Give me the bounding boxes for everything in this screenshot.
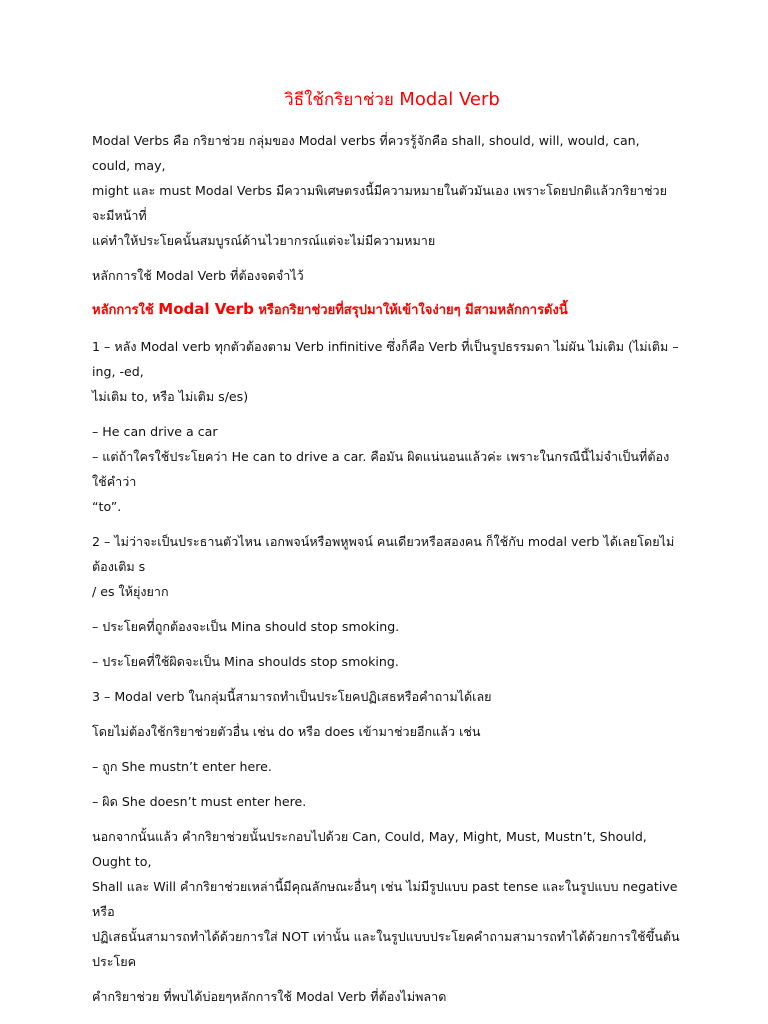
rule-1-example-line: – แต่ถ้าใครใช้ประโยคว่า He can to drive a car. คือมัน ผิดแน่นอนแล้วค่ะ เพราะในกรณีนี้ไม่จำเป็นที่ต้องใช้คำว่า xyxy=(92,449,670,489)
rule-2-wrong-example: – ประโยคที่ใช้ผิดจะเป็น Mina shoulds stop smoking. xyxy=(92,654,399,669)
closing-line: คำกริยาช่วย ที่พบได้บ่อยๆหลักการใช้ Modal Verb ที่ต้องไม่พลาด xyxy=(92,989,447,1004)
section-heading-part: หรือกริยาช่วยที่สรุปมาให้เข้าใจง่ายๆ มีสามหลักการดังนี้ xyxy=(253,303,568,318)
rule-2 xyxy=(92,529,680,604)
rule-2-line: / es ให้ยุ่งยาก xyxy=(92,584,169,599)
rule-3-detail: โดยไม่ต้องใช้กริยาช่วยตัวอื่น เช่น do หรือ does เข้ามาช่วยอีกแล้ว เช่น xyxy=(92,724,481,739)
rule-1-example: – He can drive a car xyxy=(92,424,218,439)
section-heading xyxy=(92,296,680,324)
intro-line: Modal Verbs คือ กริยาช่วย กลุ่มของ Modal verbs ที่ควรรู้จักคือ shall, should, will, would, can, could, may, xyxy=(92,133,640,173)
rule-1 xyxy=(92,334,680,409)
rule-1-example-line: “to”. xyxy=(92,499,122,514)
extra-line: ปฏิเสธนั้นสามารถทำได้ด้วยการใส่ NOT เท่านั้น และในรูปแบบประโยคคำถามสามารถทำได้ด้วยการใช้ขึ้นต้นประโยค xyxy=(92,929,680,969)
title-thai: วิธีใช้กริยาช่วย xyxy=(284,90,400,110)
rule-1-line: ไม่เติม to, หรือ ไม่เติม s/es) xyxy=(92,389,249,404)
rule-3-correct-example: – ถูก She mustn’t enter here. xyxy=(92,759,272,774)
section-heading-part: Modal Verb xyxy=(158,300,254,318)
intro-line: แค่ทำให้ประโยคนั้นสมบูรณ์ด้านไวยากรณ์แต่จะไม่มีความหมาย xyxy=(92,233,436,248)
rule-3-wrong-example: – ผิด She doesn’t must enter here. xyxy=(92,794,307,809)
section-heading-part: หลักการใช้ xyxy=(92,303,159,318)
title-latin: Modal Verb xyxy=(399,89,500,110)
extra-line: Shall และ Will คำกริยาช่วยเหล่านี้มีคุณลักษณะอื่นๆ เช่น ไม่มีรูปแบบ past tense และในรูปแบบ negative หรือ xyxy=(92,879,678,919)
extra-paragraph xyxy=(92,824,680,974)
rule-3: 3 – Modal verb ในกลุ่มนี้สามารถทำเป็นประโยคปฏิเสธหรือคำถามได้เลย xyxy=(92,689,492,704)
rule-2-correct-example: – ประโยคที่ถูกต้องจะเป็น Mina should stop smoking. xyxy=(92,619,400,634)
rule-2-line: 2 – ไม่ว่าจะเป็นประธานตัวไหน เอกพจน์หรือพหูพจน์ คนเดียวหรือสองคน ก็ใช้กับ modal verb ได้เลยโดยไม่ต้องเติม s xyxy=(92,534,675,574)
intro-paragraph xyxy=(92,128,680,253)
page-title xyxy=(92,88,680,112)
principles-intro: หลักการใช้ Modal Verb ที่ต้องจดจำไว้ xyxy=(92,268,304,283)
rule-1-line: 1 – หลัง Modal verb ทุกตัวต้องตาม Verb infinitive ซึ่งก็คือ Verb ที่เป็นรูปธรรมดา ไม่ผัน ไม่เติม (ไม่เติม –ing, -ed, xyxy=(92,339,679,379)
extra-line: นอกจากนั้นแล้ว คำกริยาช่วยนั้นประกอบไปด้วย Can, Could, May, Might, Must, Mustn’t, Should, Ought to, xyxy=(92,829,647,869)
intro-line: might และ must Modal Verbs มีความพิเศษตรงนี้มีความหมายในตัวมันเอง เพราะโดยปกติแล้วกริยาช่วยจะมีหน้าที่ xyxy=(92,183,667,223)
rule-1-example xyxy=(92,444,680,519)
